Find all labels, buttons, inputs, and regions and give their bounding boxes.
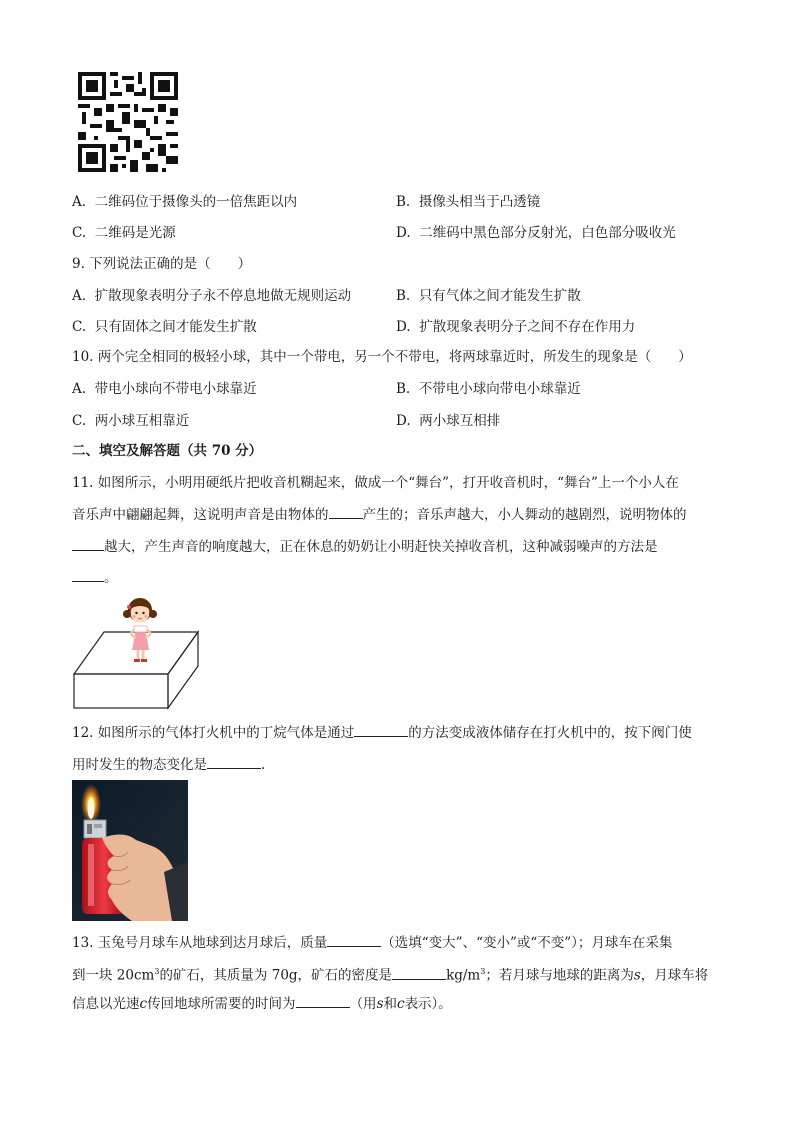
- answer-blank[interactable]: [72, 536, 104, 551]
- answer-blank[interactable]: [327, 932, 381, 947]
- q10-option-d: D. 两小球互相排: [396, 413, 501, 429]
- q10-stem: 10. 两个完全相同的极轻小球，其中一个带电，另一个不带电，将两球靠近时，所发生的现象是（ ）: [72, 349, 692, 365]
- q11-line-2: 音乐声中翩翩起舞，这说明声音是由物体的 产生的；音乐声越大，小人舞动的越剧烈，说明物体的: [72, 504, 687, 525]
- q10-option-b: B. 不带电小球向带电小球靠近: [396, 381, 581, 397]
- q13-line-2: 到一块 $20cm^3$的矿石，其质量为 70g，矿石的密度是 $kg/m^3$；若月球与地球的距离为s，月球车将: [72, 962, 708, 986]
- lighter-photo: [72, 780, 188, 921]
- stage-figure: [72, 592, 202, 710]
- girl-figure: [123, 598, 157, 662]
- q13-line-3: 信息以光速c传回地球所需要的时间为 （用s和c表示）。: [72, 993, 452, 1014]
- answer-blank[interactable]: [354, 722, 408, 737]
- q9-option-d: D. 扩散现象表明分子之间不存在作用力: [396, 319, 636, 335]
- q8-option-c: C. 二维码是光源: [72, 225, 176, 241]
- q10-option-c: C. 两小球互相靠近: [72, 413, 190, 429]
- q9-stem: 9. 下列说法正确的是（ ）: [72, 256, 252, 272]
- answer-blank[interactable]: [72, 567, 104, 582]
- section-title: 二、填空及解答题（共 70 分）: [72, 443, 263, 459]
- q9-option-b: B. 只有气体之间才能发生扩散: [396, 288, 581, 304]
- answer-blank[interactable]: [329, 504, 363, 519]
- q11-line-3: 越大，产生声音的响度越大，正在休息的奶奶让小明赶快关掉收音机，这种减弱噪声的方法是: [72, 536, 658, 557]
- q9-option-c: C. 只有固体之间才能发生扩散: [72, 319, 257, 335]
- q8-option-a: A. 二维码位于摄像头的一倍焦距以内: [72, 194, 298, 210]
- q8-option-b: B. 摄像头相当于凸透镜: [396, 194, 541, 210]
- answer-blank[interactable]: [392, 965, 446, 980]
- q12-line-1: 12. 如图所示的气体打火机中的丁烷气体是通过 的方法变成液体储存在打火机中的，按下阀门使: [72, 722, 692, 743]
- q11-line-1: 11. 如图所示，小明用硬纸片把收音机糊起来，做成一个“舞台”，打开收音机时，“舞台”上一个小人在: [72, 475, 679, 491]
- q9-option-a: A. 扩散现象表明分子永不停息地做无规则运动: [72, 288, 352, 304]
- q8-option-d: D. 二维码中黑色部分反射光，白色部分吸收光: [396, 225, 676, 241]
- qr-code-image: [78, 72, 178, 172]
- answer-blank[interactable]: [296, 993, 350, 1008]
- q10-option-a: A. 带电小球向不带电小球靠近: [72, 381, 257, 397]
- q12-line-2: 用时发生的物态变化是 .: [72, 754, 265, 775]
- q13-line-1: 13. 玉兔号月球车从地球到达月球后，质量 （选填“变大”、“变小”或“不变”）；月球车在采集: [72, 932, 672, 953]
- answer-blank[interactable]: [207, 754, 261, 769]
- q11-line-4: 。: [72, 567, 118, 588]
